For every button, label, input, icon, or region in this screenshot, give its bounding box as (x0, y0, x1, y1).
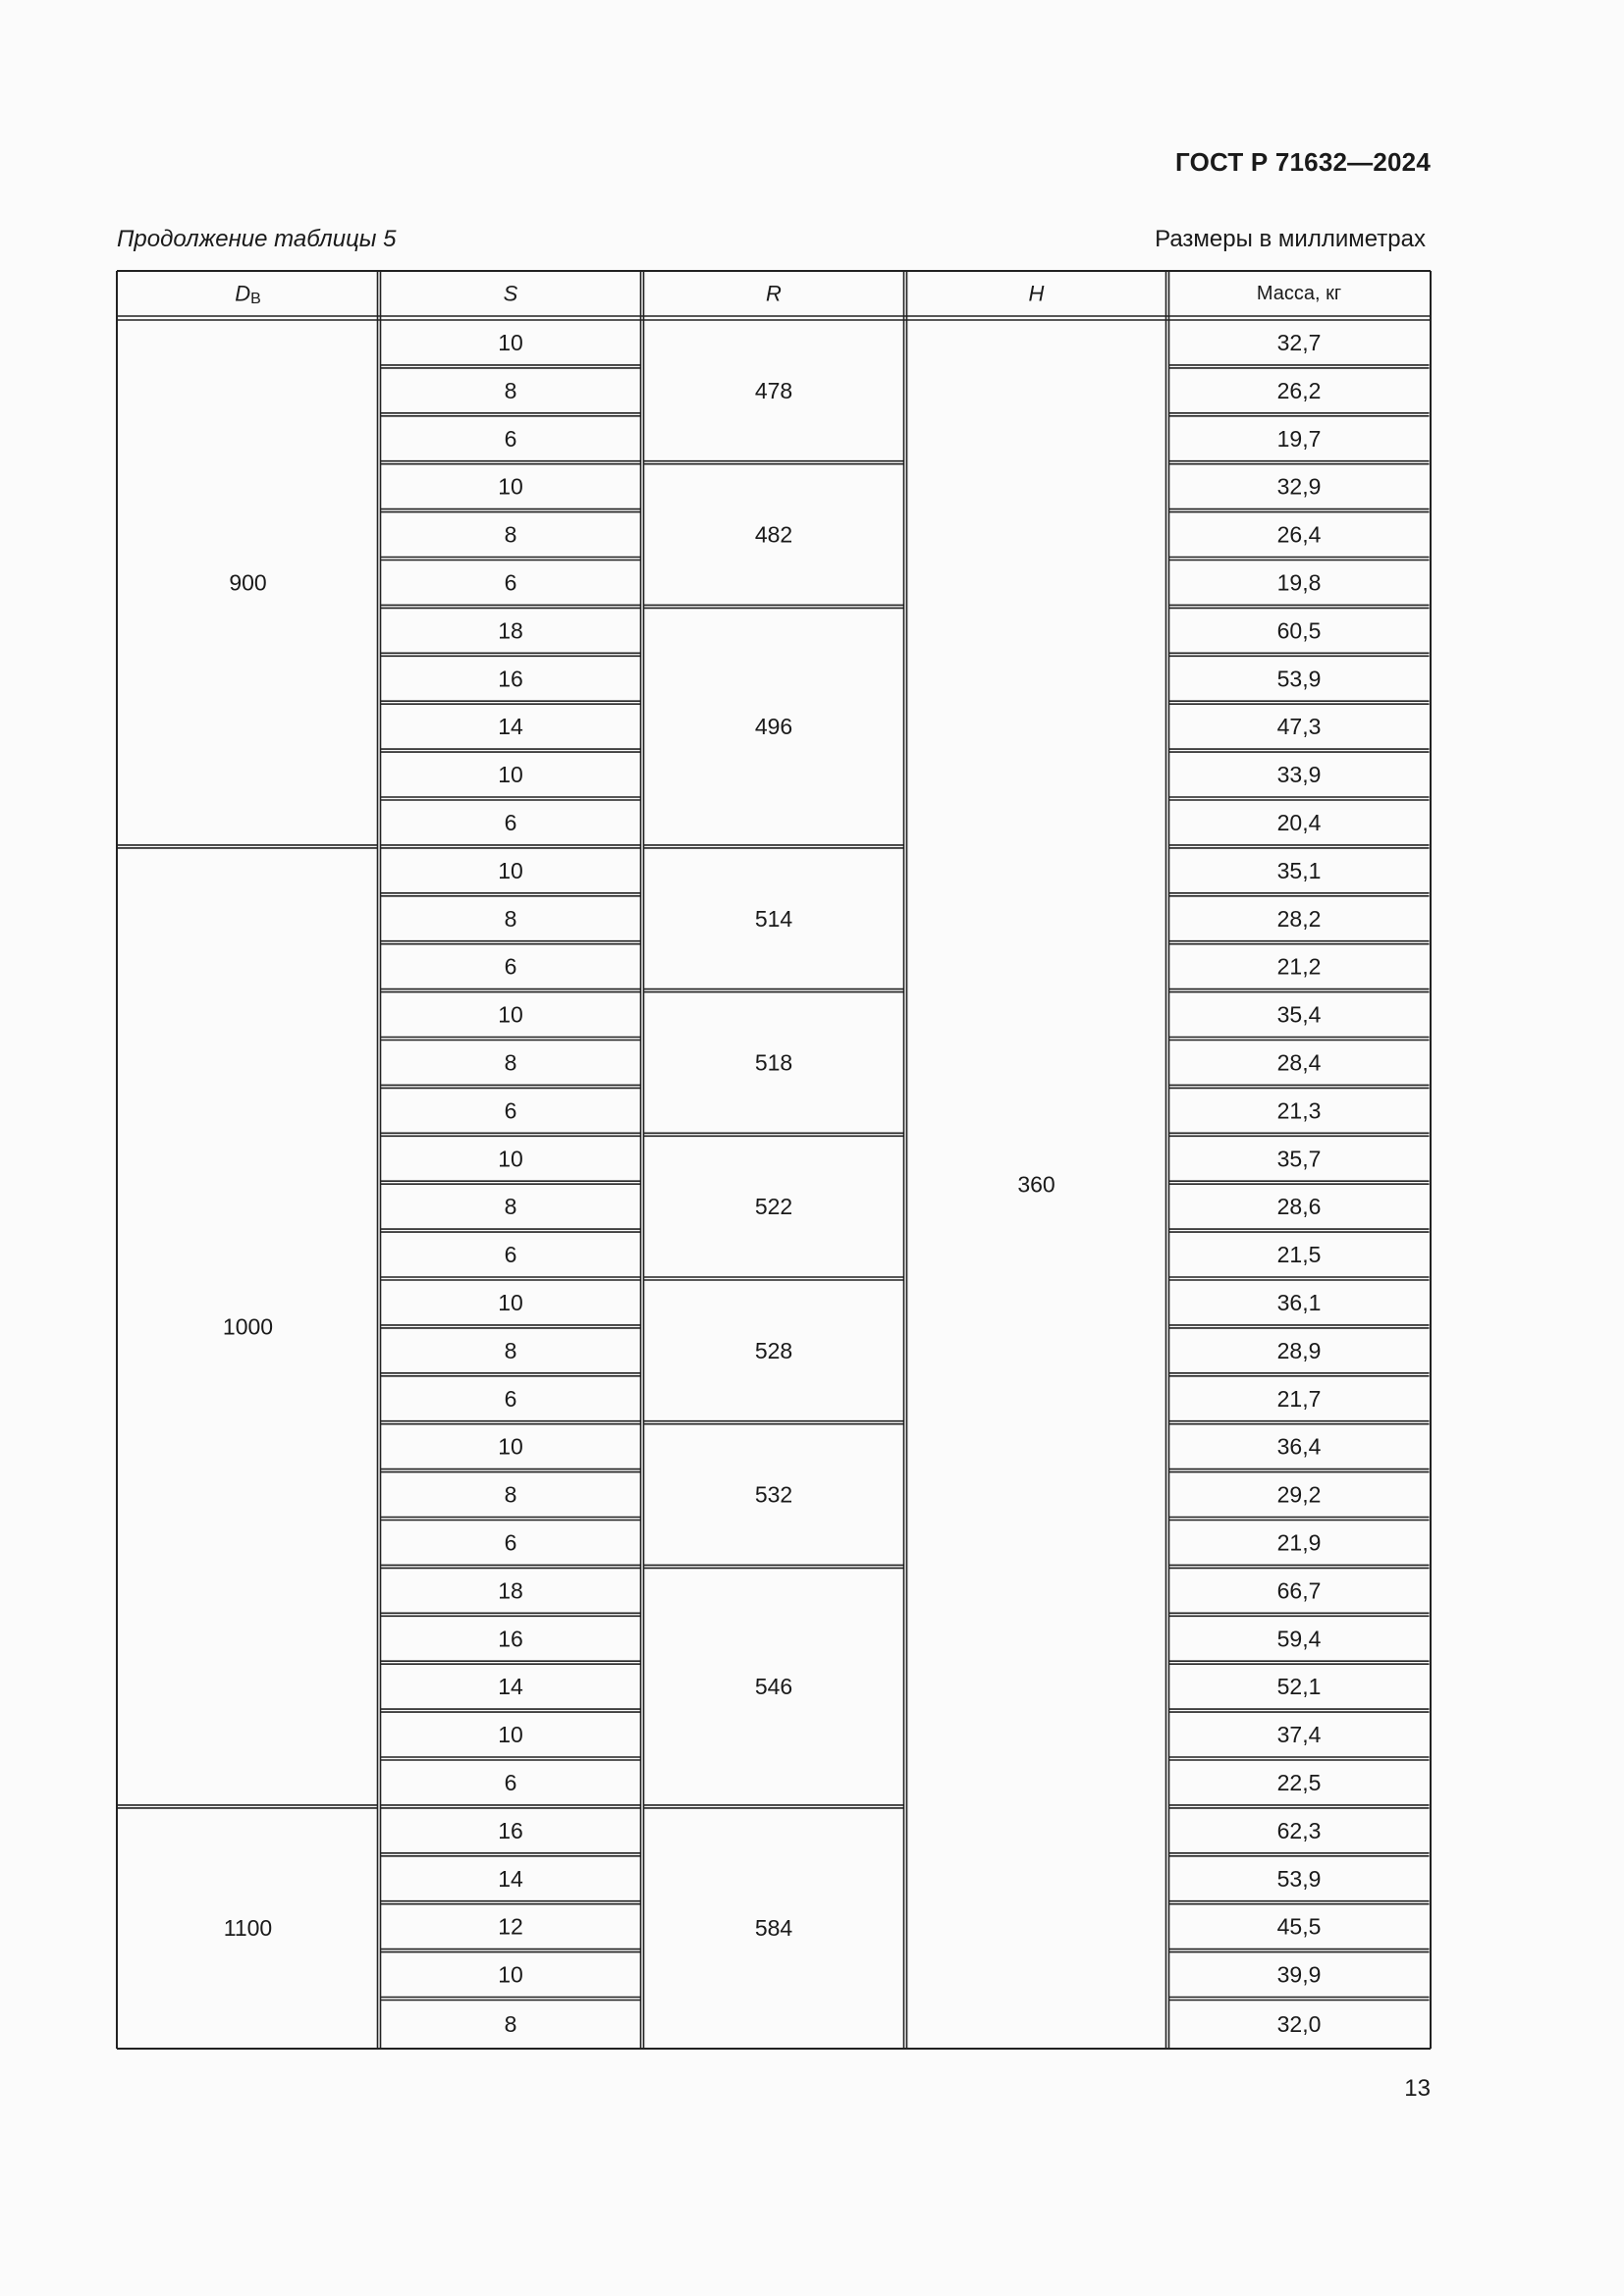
r-value: 522 (754, 1194, 793, 1220)
s-value: 8 (504, 905, 517, 932)
s-value: 8 (504, 1194, 517, 1220)
s-value: 8 (504, 1481, 517, 1508)
s-value: 6 (504, 1529, 517, 1556)
s-value: 6 (504, 1242, 517, 1268)
s-value: 6 (504, 569, 517, 596)
mass-value: 36,1 (1276, 1289, 1322, 1315)
s-value: 10 (498, 762, 523, 788)
s-value: 18 (498, 617, 523, 644)
s-value: 10 (498, 473, 523, 500)
units-note: Размеры в миллиметрах (1155, 226, 1426, 252)
mass-value: 28,9 (1276, 1337, 1322, 1363)
column-header: $D_В$ (235, 281, 261, 307)
mass-value: 19,8 (1276, 569, 1322, 596)
s-value: 10 (498, 329, 523, 355)
s-value: 8 (504, 1049, 517, 1076)
mass-value: 45,5 (1276, 1913, 1322, 1940)
r-value: 496 (754, 714, 793, 740)
mass-value: 28,4 (1276, 1049, 1322, 1076)
mass-value: 29,2 (1276, 1481, 1322, 1508)
page-number: 13 (1404, 2075, 1431, 2102)
mass-value: 66,7 (1276, 1577, 1322, 1604)
mass-value: 52,1 (1276, 1674, 1322, 1700)
s-value: 16 (498, 1626, 523, 1652)
mass-value: 32,7 (1276, 329, 1322, 355)
mass-value: 26,2 (1276, 377, 1322, 403)
standard-code: ГОСТ Р 71632—2024 (1175, 147, 1431, 177)
mass-value: 21,9 (1276, 1529, 1322, 1556)
s-value: 8 (504, 2010, 517, 2037)
r-value: 528 (754, 1337, 793, 1363)
mass-value: 22,5 (1276, 1769, 1322, 1795)
mass-value: 28,6 (1276, 1194, 1322, 1220)
mass-value: 35,7 (1276, 1146, 1322, 1172)
s-value: 8 (504, 521, 517, 548)
s-value: 10 (498, 1001, 523, 1028)
mass-value: 32,9 (1276, 473, 1322, 500)
s-value: 8 (504, 1337, 517, 1363)
mass-value: 21,7 (1276, 1385, 1322, 1412)
db-value: 1100 (223, 1915, 273, 1942)
mass-value: 28,2 (1276, 905, 1322, 932)
mass-value: 37,4 (1276, 1722, 1322, 1748)
mass-value: 21,3 (1276, 1097, 1322, 1124)
mass-value: 33,9 (1276, 762, 1322, 788)
mass-value: 19,7 (1276, 425, 1322, 452)
s-value: 10 (498, 1146, 523, 1172)
s-value: 6 (504, 953, 517, 980)
mass-value: 53,9 (1276, 1865, 1322, 1892)
mass-value: 53,9 (1276, 666, 1322, 692)
mass-value: 62,3 (1276, 1817, 1322, 1843)
mass-value: 21,2 (1276, 953, 1322, 980)
mass-value: 60,5 (1276, 617, 1322, 644)
column-header: R (766, 281, 782, 306)
s-value: 6 (504, 1385, 517, 1412)
column-header: Масса, кг (1256, 283, 1342, 304)
s-value: 10 (498, 1289, 523, 1315)
s-value: 10 (498, 1433, 523, 1460)
r-value: 478 (754, 377, 793, 403)
s-value: 12 (498, 1913, 523, 1940)
s-value: 6 (504, 1097, 517, 1124)
r-value: 546 (754, 1674, 793, 1700)
column-header: H (1028, 281, 1045, 306)
mass-value: 36,4 (1276, 1433, 1322, 1460)
mass-value: 59,4 (1276, 1626, 1322, 1652)
mass-value: 39,9 (1276, 1961, 1322, 1988)
s-value: 18 (498, 1577, 523, 1604)
s-value: 10 (498, 857, 523, 883)
s-value: 8 (504, 377, 517, 403)
s-value: 6 (504, 809, 517, 835)
s-value: 10 (498, 1722, 523, 1748)
r-value: 584 (754, 1915, 793, 1942)
s-value: 6 (504, 1769, 517, 1795)
mass-value: 20,4 (1276, 809, 1322, 835)
r-value: 482 (754, 521, 793, 548)
s-value: 16 (498, 1817, 523, 1843)
db-value: 900 (229, 569, 267, 596)
mass-value: 26,4 (1276, 521, 1322, 548)
h-value: 360 (1017, 1171, 1056, 1198)
db-value: 1000 (222, 1313, 274, 1340)
mass-value: 21,5 (1276, 1242, 1322, 1268)
r-value: 518 (754, 1049, 793, 1076)
s-value: 10 (498, 1961, 523, 1988)
s-value: 6 (504, 425, 517, 452)
mass-value: 47,3 (1276, 714, 1322, 740)
table-continuation-caption: Продолжение таблицы 5 (117, 226, 397, 252)
s-value: 16 (498, 666, 523, 692)
s-value: 14 (498, 1674, 523, 1700)
r-value: 514 (754, 905, 793, 932)
mass-value: 35,4 (1276, 1001, 1322, 1028)
mass-value: 32,0 (1276, 2010, 1322, 2037)
s-value: 14 (498, 1865, 523, 1892)
mass-value: 35,1 (1276, 857, 1322, 883)
r-value: 532 (754, 1481, 793, 1508)
column-header: S (503, 281, 518, 306)
s-value: 14 (498, 714, 523, 740)
